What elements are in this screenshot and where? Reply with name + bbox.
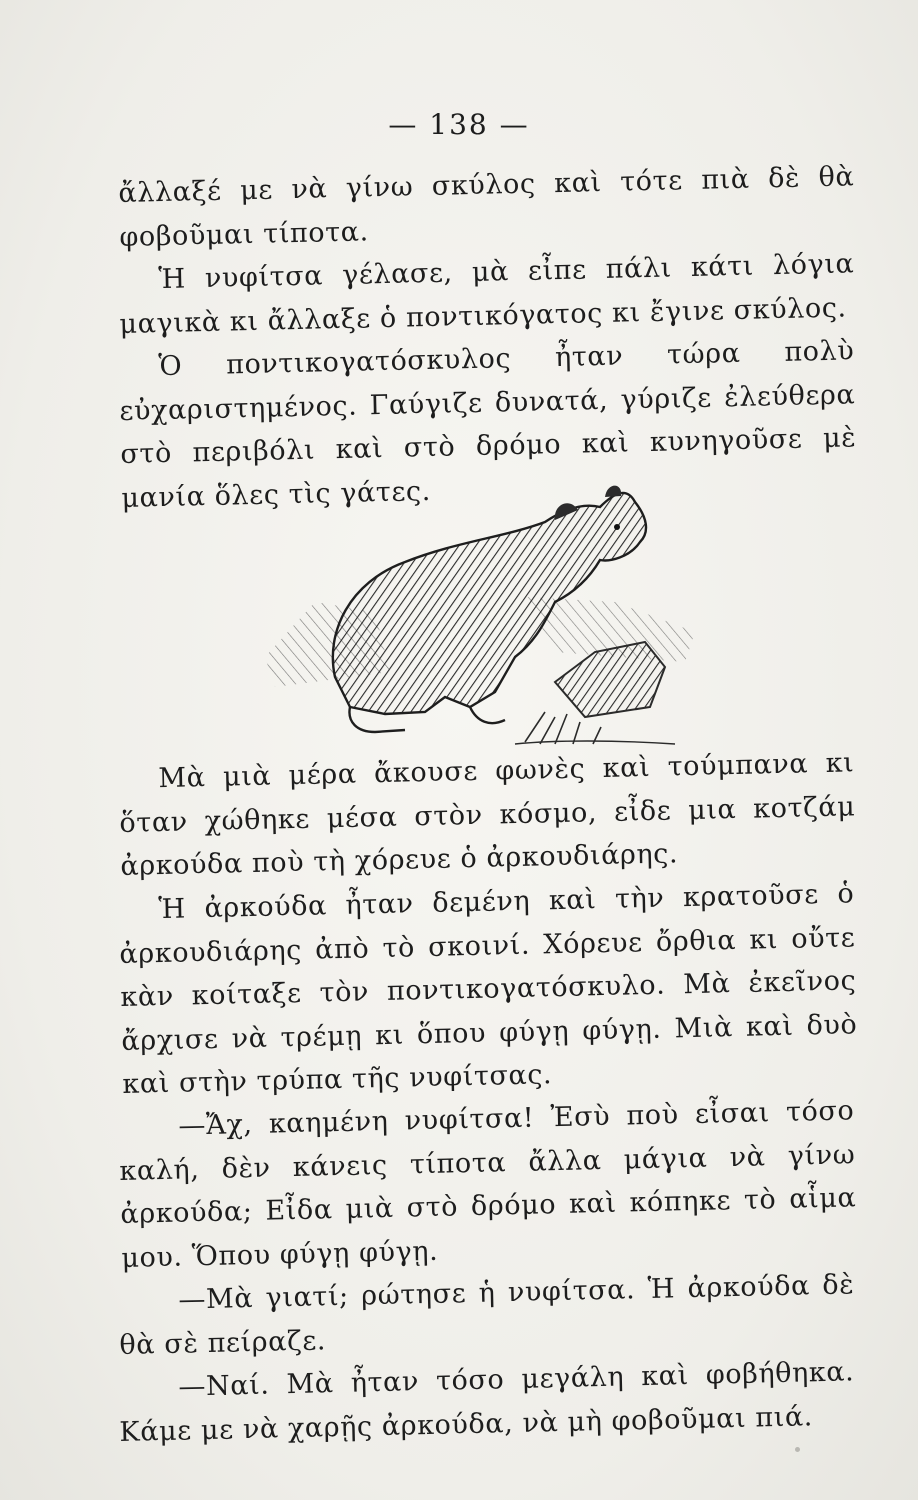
paragraph-heard-drums: Μὰ μιὰ μέρα ἄκουσε φωνὲς καὶ τούμπανα κι ὅταν χώθηκε μέσα στὸν κόσμο, εἶδε μια κοτζάμ ἀρκούδα ποὺ τὴ χόρευε ὁ ἀρκουδιάρης. [119,747,856,882]
dialogue-but-why: —Μὰ γιατί; ρώτησε ἡ νυφίτσα. Ἡ ἀρκούδα δὲ θὰ σὲ πείραζε. [119,1269,855,1361]
paragraph-mousecatdog-happy: Ὁ ποντικογατόσκυλος ἦταν τώρα πολὺ εὐχαριστημένος. Γαύγιζε δυνατά, γύριζε ἐλεύθερα στὸ περιβόλι καὶ στὸ δρόμο καὶ κυνηγοῦσε μὲ μανία ὅλες τὶς γάτες. [119,335,857,514]
paragraph-bear-tied: Ἡ ἀρκούδα ἦταν δεμένη καὶ τὴν κρατοῦσε ὁ ἀρκουδιάρης ἀπὸ τὸ σκοινί. Χόρευε ὄρθια κι οὔτε κὰν κοίταξε τὸν ποντικογατόσκυλο. Μὰ ἐκεῖνος ἄρχισε νὰ τρέμῃ κι ὅπου φύγῃ φύγῃ. Μιὰ καὶ δυὸ καὶ στὴν τρύπα τῆς νυφίτσας. [119,877,858,1100]
page-number: — 138 — [388,108,530,141]
bottom-text-block [118,747,858,1454]
paragraph-continuation: ἄλλαξέ με νὰ γίνω σκύλος καὶ τότε πιὰ δὲ θὰ φοβοῦμαι τίποτα. [118,161,855,253]
paper-speck [795,1447,800,1452]
bear-illustration-icon [255,482,715,757]
dialogue-yes-big: —Ναί. Μὰ ἦταν τόσο μεγάλη καὶ φοβήθηκα. Κάμε με νὰ χαρῇς ἀρκούδα, νὰ μὴ φοβοῦμαι πιά. [119,1356,855,1448]
paragraph-weasel-laughed: Ἡ νυφίτσα γέλασε, μὰ εἶπε πάλι κάτι λόγια μαγικὰ κι ἄλλαξε ὁ ποντικόγατος κι ἔγινε σκύλος. [119,248,855,340]
dialogue-poor-weasel: —Ἄχ, καημένη νυφίτσα! Ἐσὺ ποὺ εἶσαι τόσο καλή, δὲν κάνεις τίποτα ἄλλα μάγια νὰ γίνω ἀρκούδα; Εἶδα μιὰ στὸ δρόμο καὶ κόπηκε τὸ αἷμα μου. Ὅπου φύγῃ φύγῃ. [119,1095,857,1274]
top-text-block [118,161,857,520]
